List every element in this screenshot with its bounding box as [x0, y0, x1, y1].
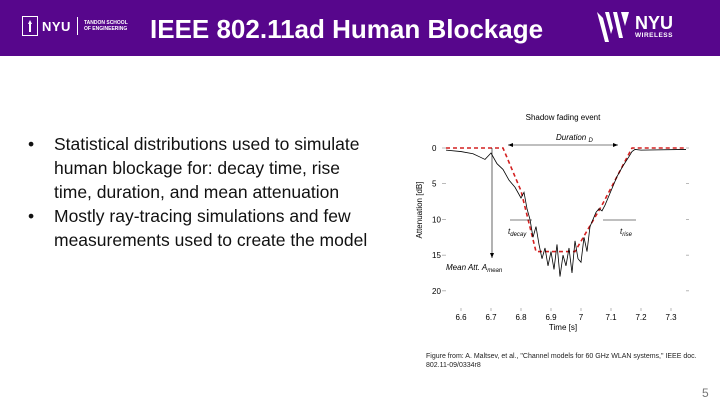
y-tick-label: 20: [432, 286, 441, 296]
duration-arrowhead-left: [508, 143, 513, 147]
x-tick-label: 6.9: [545, 313, 557, 322]
decay-sub: decay: [510, 232, 527, 238]
x-tick-label: 7.2: [635, 313, 647, 322]
x-tick-label: 6.6: [455, 313, 467, 322]
mean-att-label: Mean Att. A: [446, 263, 488, 272]
decay-annotation: [508, 227, 527, 238]
torch-icon: [22, 16, 38, 36]
wireless-brand: NYU: [635, 13, 674, 33]
wireless-w-icon: [595, 8, 631, 46]
bullet-list: [28, 132, 368, 252]
bullet-text: Mostly ray-tracing simulations and few measurements used to create the model: [54, 206, 368, 250]
rise-sub: rise: [622, 232, 632, 238]
y-tick-label: 10: [432, 215, 441, 225]
nyu-wireless-logo: [595, 8, 673, 46]
bullet-item: [28, 204, 368, 252]
school-line-1: TANDON SCHOOL: [83, 20, 128, 26]
measured-signal-line: [446, 149, 686, 276]
bullet-marker: •: [28, 206, 35, 226]
duration-label: Duration: [556, 133, 587, 142]
wireless-wordmark: [635, 14, 673, 40]
bullet-marker: •: [28, 134, 35, 154]
y-axis-label: Attenuation [dB]: [415, 181, 424, 239]
duration-annotation: [556, 133, 593, 144]
x-axis-label: Time [s]: [548, 323, 578, 332]
mean-att-sub: mean: [487, 268, 503, 274]
slide-title: IEEE 802.11ad Human Blockage: [150, 14, 544, 44]
x-tick-label: 6.8: [515, 313, 527, 322]
nyu-tandon-logo: [22, 12, 128, 40]
mean-att-arrowhead: [490, 253, 494, 258]
bullet-item: [28, 132, 368, 204]
duration-sub: D: [588, 138, 593, 144]
logo-divider: [77, 17, 78, 35]
decay-label: t: [508, 227, 511, 236]
school-name: [84, 20, 128, 32]
figure-caption: Figure from: A. Maltsev, et al., "Channel models for 60 GHz WLAN systems," IEEE doc. 802.11-09/0334r8: [426, 353, 697, 369]
y-tick-label: 5: [432, 179, 437, 189]
nyu-brand: NYU: [42, 18, 71, 34]
x-tick-label: 7.1: [605, 313, 617, 322]
model-dashed-line: [446, 148, 686, 252]
page-number: 5: [702, 386, 709, 400]
rise-label: t: [620, 227, 623, 236]
shadow-fading-chart: [408, 108, 698, 338]
chart-title: Shadow fading event: [525, 113, 601, 122]
y-tick-label: 0: [432, 144, 437, 153]
duration-arrowhead-right: [613, 143, 618, 147]
wireless-sub: WIRELESS: [635, 32, 673, 39]
x-tick-label: 7.3: [665, 313, 677, 322]
bullet-text: Statistical distributions used to simulate human blockage for: decay time, rise time, duration, and mean attenuation: [54, 134, 360, 202]
school-line-2: OF ENGINEERING: [83, 26, 128, 32]
mean-att-annotation: [446, 263, 503, 274]
x-tick-label: 6.7: [485, 313, 497, 322]
rise-annotation: [620, 227, 633, 238]
y-tick-label: 15: [432, 251, 441, 261]
header-bar: [0, 0, 720, 56]
x-tick-label: 7: [578, 313, 584, 322]
